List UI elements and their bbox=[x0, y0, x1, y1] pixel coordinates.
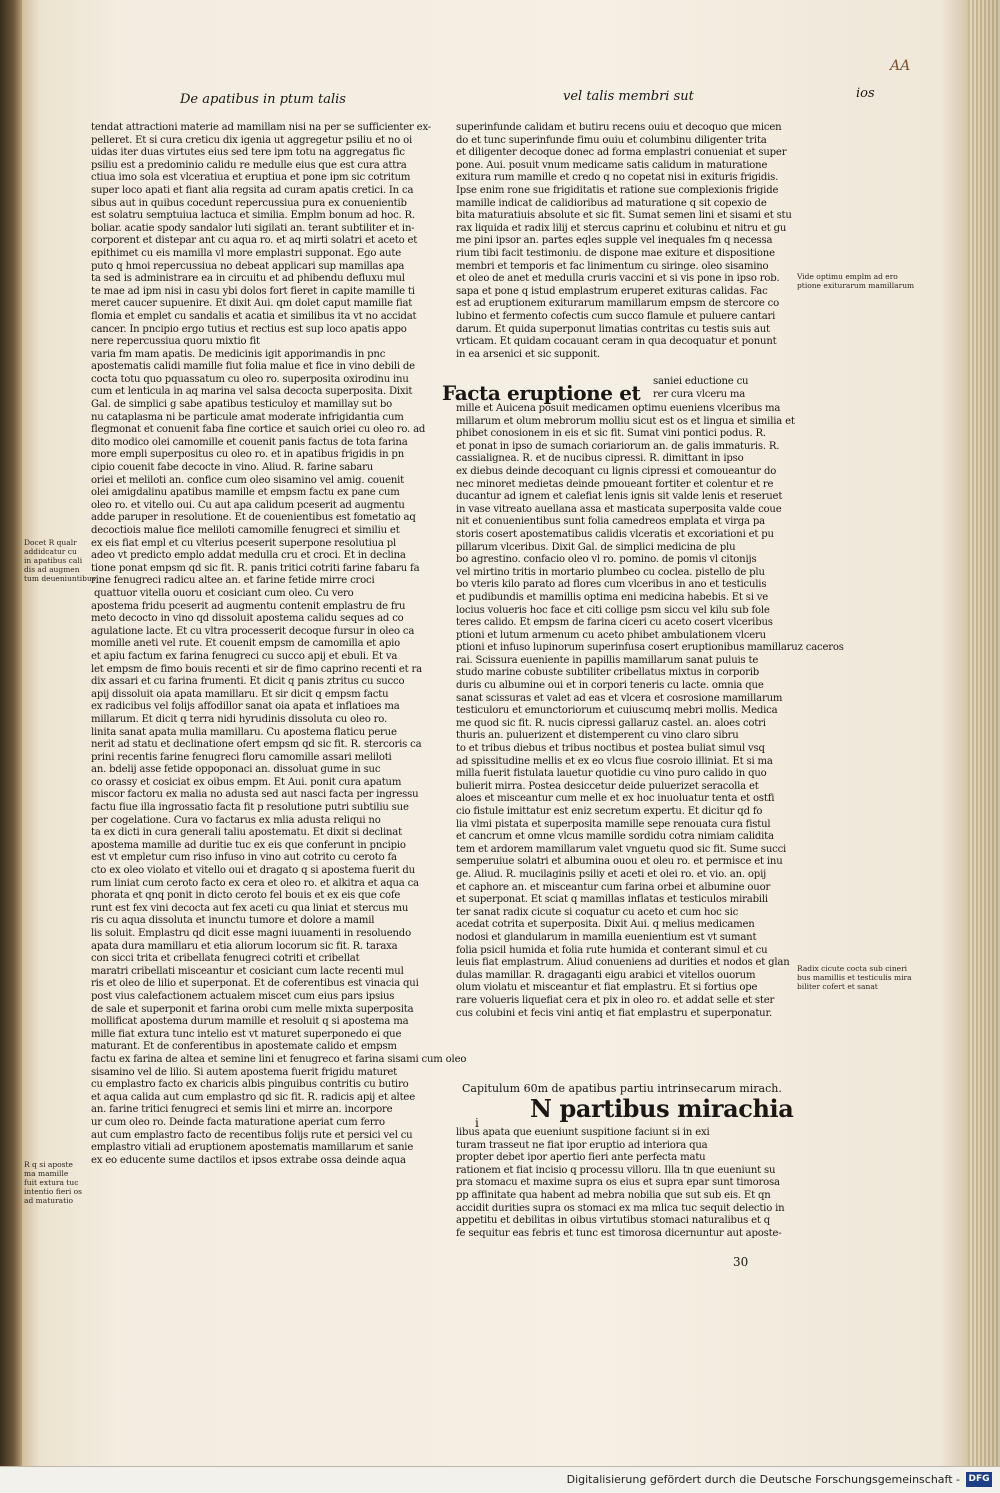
right-column-top-text: superinfunde calidam et butiru recens ouiu et decoquo que micen do et tunc superinfunde fimu ouiu et columbinu diligenter trita et diligenter decoque donec ad forma emplastri conueniat et super pone. Aui. posuit vnum medicame satis calidum in maturatione exitura rum mamille et credo q no copetat nisi in exituris frigidis. Ipse enim rone sue frigiditatis et ratione sue complexionis frigide mamille indicat de calidioribus ad maturatione q sit copexio de bita maturatiuis absolute et sic fit. Sumat semen lini et sisami et stu rax liquida et radix lilij et stercus caprinu et colubinu et nitru et gu me pini ipsor an. partes eqles supple vel inequales fm q necessa rium tibi facit testimoniu. de dispone mae exiture et dispositione membri et temporis et fac linimentum cu siringe. oleo sisamino et oleo de anet et medulla cruris vaccini et si vis pone in ipso rob. sapa et pone q istud emplastrum eruperet exituras calidas. Fac est ad eruptionem exiturarum mamillarum empsm de stercore co lubino et fermento cofectis cum succo flamule et puluere cantari darum. Et quida superponut limatias contritas cu testis suis aut vrticam. Et quidam cocauant ceram in qua decoquatur et ponunt in ea arsenici et sic supponit. bbox=[456, 122, 792, 360]
margin-note-right-2: Radix cicute cocta sub cineri bus mamillis et testiculis mira biliter cofert et sanat bbox=[797, 964, 912, 991]
dfg-logo[interactable]: DFG bbox=[966, 1472, 992, 1487]
section-heading: Facta eruptione et bbox=[442, 381, 641, 405]
chapter-initial-guide: i bbox=[475, 1116, 479, 1130]
left-column-text: tendat attractioni materie ad mamillam nisi na per se sufficienter ex- pelleret. Et si cura creticu dix igenia ut aggregetur psiliu et no oi uidas iter duas virtutes eius sed tere ipm totu na aggregatus fic psiliu est a predominio calidu re medulle eius que est cura attra ctiua imo sola est vlceratiua et eruptiua et pone ipm sic cotritum super loco apati et fiant alia regsita ad curam apatis cretici. In ca sibus aut in quibus cocedunt repercussiua pura ex conuenientib est solatru semptuiua lactuca et similia. Emplm bonum ad hoc. R. boliar. acatie spody sandalor luti sigilati an. terant subtiliter et in- corporent et distepar ant cu aqua ro. et aq mirti solatri et aceto et epithimet cu eis mamilla vl more emplastri supponat. Ego aute puto q hmoi repercussiua no debeat applicari sup mamillas apa ta sed is administrare ea in circuitu et ad phibendu defluxu mul te mae ad ipm nisi in casu ybi dolos fort fieret in capite mamille ti meret caucer supuenire. Et dixit Aui. qm dolet caput mamille fiat flomia et emplet cu sandalis et acatia et similibus ita vt no accidat cancer. In pncipio ergo tutius et rectius est sup loco apatis appo nere repercussiua quoru mixtio fit varia fm mam apatis. De medicinis igit apporimandis in pnc apostematis calidi mamille fiut folia malue et fice in vino debili de cocta totu quo pquassatum cu oleo ro. superposita oxirodinu inu cum et lenticula in aq marina vel salsa decocta superposita. Dixit Gal. de simplici g sabe apatibus testiculoy et mamillay sut bo nu cataplasma ni be particule amat moderate infrigidantia cum flegmonat et conuenit faba fine cortice et sauich oriei cu oleo ro. ad dito modico olei camomille et couenit panis factus de tota farina more empli superpositus cu oleo ro. et in apatibus frigidis in pn cipio couenit fabe decocte in vino. Aliud. R. farine sabaru oriei et meliloti an. confice cum oleo sisamino vel amig. couenit olei amigdalinu apatibus mamille et empsm factu ex pane cum oleo ro. et vitello oui. Cu aut apa calidum pceserit ad augmentu adde paruper in resolutione. Et de couenientibus est fometatio aq decoctiois malue fice meliloti camomille fenugreci et similiu et ex eis fiat empl et cu vlterius pceserit superpone resolutiua pl adeo vt predicto emplo addat medulla cru et croci. Et in declina tione ponat empsm qd sic fit. R. panis tritici cotriti farine fabaru fa rine fenugreci radicu altee an. et farine fetide mirre croci quattuor vitella ouoru et cosiciant cum oleo. Cu vero apostema fridu pceserit ad augmentu contenit emplastru de fru meto decocto in vino qd dissoluit apostema calidu seques ad co agulatione lacte. Et cu vltra processerit decoque fursur in oleo ca momille aneti vel rute. Et couenit empsm de camomilla et apio et apiu factum ex farina fenugreci cu succo apij et ebuli. Et va let empsm de fimo bouis recenti et sir de fimo caprino recenti et ra dix assari et cu farina frumenti. Et dicit q panis ztritus cu succo apij dissoluit oia apata mamillaru. Et sir dicit q empsm factu ex radicibus vel folijs affodillor sanat oia apata et inflatioes ma millarum. Et dicit q terra nidi hyrudinis dissoluta cu oleo ro. linita sanat apata mulia mamillaru. Cu apostema flaticu perue nerit ad statu et declinatione ofert empsm qd sic fit. R. stercoris ca prini recentis farine fenugreci floru camomille assari meliloti an. bdelij asse fetide oppoponaci an. dissoluat gume in suc co orassy et cosiciat ex oibus empm. Et Aui. ponit cura apatum miscor factoru ex malia no adusta sed aut nasci facta per ingressu factu fiue illa ingrossatio facta fit p resolutione putri subtiliu sue per cogelatione. Cura vo factarus ex mlia adusta reliqui no ta ex dicti in cura generali taliu apostematu. Et dixit si declinat apostema mamille ad duritie tuc ex eis que conferunt in pncipio est vt empletur cum riso infuso in vino aut cotrito cu ceroto fa cto ex oleo violato et vitello oui et dragato q si apostema fuerit du rum liniat cum ceroto facto ex cera et oleo ro. et alkitra et aqua ca phorata et qnq ponit in dicto ceroto fel bouis et ex eis que cofe runt est fex vini decocta aut fex aceti cu qua liniat et stercus mu ris cu aqua dissoluta et inunctu tumore et dolore a mamil lis soluit. Emplastru qd dicit esse magni iuuamenti in resoluendo apata dura mamillaru et etia aliorum locorum sic fit. R. taraxa con sicci trita et cribellata fenugreci cotriti et cribellat maratri cribellati misceantur et cosiciant cum lacte recenti mul ris et oleo de lilio et superponat. Et de coferentibus est vinacia qui post vius calefactionem actualem miscet cum eius pars ipsius de sale et superponit et farina orobi cum melle mixta superposita mollificat apostema durum mamille et resoluit q si apostema ma mille fiat extura tunc intelio est vt maturet superponedo ei que maturant. Et de conferentibus in apostemate calido et empsm factu ex farina de altea et semine lini et fenugreco et farina sisami cum oleo sisamino vel de lilio. Si autem apostema fuerit frigidu maturet cu emplastro facto ex charicis albis pinguibus contritis cu butiro et aqua calida aut cum emplastro qd sic fit. R. radicis apij et altee an. farine tritici fenugreci et semis lini et mirre an. incorpore ur cum oleo ro. Deinde facta maturatione aperiat cum ferro aut cum emplastro facto de recentibus folijs rute et persici vel cu emplastro vitiali ad eruptionem apostematis mamillarum et sanie ex eo educente sume dactilos et ipsos extrabe ossa deinde aqua bbox=[91, 122, 467, 1166]
pencil-mark: AA bbox=[890, 58, 911, 74]
running-header-center: vel talis membri sut bbox=[563, 89, 694, 104]
margin-note-left-2: R q si aposte ma mamille fuit extura tuc intentio fieri os ad maturatio bbox=[24, 1160, 82, 1205]
chapter-text: libus apata que eueniunt suspitione faciunt si in exi turam trasseut ne fiat ipor eruptio ad interiora qua propter debet ipor apertio fieri ante perfecta matu rationem et fiat incisio q processu villoru. Illa tn que eueniunt su pra stomacu et maxime supra os eius et supra epar sunt timorosa pp affinitate qua habent ad mebra nobilia que sut sub eis. Et qn accidit durities supra os stomaci ex ma mlica tuc sequit delectio in appetitu et debilitas in oibus virtutibus stomaci naturalibus et q fe sequitur eas febris et tunc est timorosa dicernuntur aut aposte- bbox=[456, 1127, 785, 1239]
chapter-caption: Capitulum 60m de apatibus partiu intrinsecarum mirach. bbox=[462, 1082, 782, 1095]
running-header-left: De apatibus in ptum talis bbox=[180, 92, 346, 107]
footer-credit: Digitalisierung gefördert durch die Deutsche Forschungsgemeinschaft - bbox=[566, 1473, 960, 1486]
page-edge bbox=[968, 0, 1000, 1492]
signature-mark: 30 bbox=[733, 1255, 749, 1269]
folio-number: ios bbox=[856, 86, 875, 101]
footer-bar bbox=[0, 1466, 1000, 1493]
chapter-heading: N partibus mirachia bbox=[530, 1094, 794, 1123]
margin-note-right-1: Vide optimu emplm ad ero ptione exiturarum mamillarum bbox=[797, 272, 915, 290]
heading-continuation: saniei eductione cu rer cura vlceru ma bbox=[653, 376, 749, 400]
right-column-body: mille et Auicena posuit medicamen optimu eueniens vlceribus ma millarum et olum mebrorum molliu sicut est os et lingua et similia et phibet conosionem in eis et sic fit. Sumat vini pontici podus. R. et ponat in ipso de sumach coriariorum an. de galis immaturis. R. cassialignea. R. et de nucibus cipressi. R. dimittant in ipso ex diebus deinde decoquant cu lignis cipressi et comoueantur do nec minoret medietas deinde pmoueant fortiter et colentur et re ducantur ad ignem et calefiat lenis ignis sit valde lenis et reseruet in vase vitreato auellana assa et masticata superposita valde coue nit et conuenientibus sunt folia camedreos emplata et virga pa storis cosert apostematibus calidis vlceratis et excoriationi et pu pillarum vlceribus. Dixit Gal. de simplici medicina de plu bo agrestino. confacio oleo vl ro. pomino. de pomis vl citonijs vel mirtino tritis in mortario plumbeo cu coclea. pistello de plu bo vteris kilo parato ad flores cum vlceribus in ano et testiculis et pudibundis et mamillis optima eni medicina habebis. Et si ve locius volueris hoc face et citi collige psm siccu vel kilu sub fole teres calido. Et empsm de farina ciceri cu aceto cosert vlceribus ptioni et lutum armenum cu aceto phibet ambulationem vlceru ptioni et infuso lupinorum superinfusa cosert eruptionibus mamillaruz caceros rai. Scissura eueniente in papillis mamillarum sanat puluis te studo marine cobuste subtiliter cribellatus mixtus in corporib duris cu albumine oui et in corpori teneris cu lacte. omnia que sanat scissuras et valet ad eas et vlcera et cosrosione mamillarum testiculoru et emunctoriorum et cuiuscumq mebri mollis. Medica me quod sic fit. R. nucis cipressi gallaruz castel. an. aloes cotri thuris an. puluerizent et distemperent cu vino claro sibru to et tribus diebus et tribus noctibus et postea buliat simul vsq ad spissitudine mellis et ex eo vlcus fiue cosroio illiniat. Et si ma milla fuerit fistulata lauetur quotidie cu vino puro calido in quo bulierit mirra. Postea desiccetur deide puluerizet seracolla et aloes et misceantur cum melle et ex hoc inuoluatur tenta et ostfi cio fistule imittatur est eniz secretum expertu. Et dicitur qd fo lia vlmi pistata et superposita mamille sepe renouata cura fistul et cancrum et omne vlcus mamille sordidu cotra nimiam calidita tem et ardorem mamillarum valet vnguetu quod sic fit. Sume succi semperuiue solatri et albumina ouou et oleu ro. et permisce et inu ge. Aliud. R. mucilaginis psiliy et aceti et olei ro. et vio. an. opij et caphore an. et misceantur cum farina orbei et albumine ouor et superponat. Et sciat q mamillas inflatas et testiculos mirabili ter sanat radix cicute si coquatur cu aceto et cum hoc sic acedat cotrita et superposita. Dixit Aui. q melius medicamen nodosi et glandularum in mamilla euenientium est vt sumant folia psicil humida et folia rute humida et conterant simul et cu leuis fiat emplastrum. Aliud conueniens ad durities et nodos et glan dulas mamillar. R. dragaganti eigu arabici et vitellos ouorum olum violatu et misceantur et fiat emplastru. Et si fortius ope rare volueris liquefiat cera et pix in oleo ro. et addat selle et ster cus colubini et fecis vini antiq et fiat emplastru et superponatur. bbox=[456, 403, 844, 1019]
margin-note-left-1: Docet R qualr addidcatur cu in apatibus cali dis ad augmen tum deueniuntibus bbox=[24, 538, 96, 583]
book-spine bbox=[0, 0, 22, 1492]
